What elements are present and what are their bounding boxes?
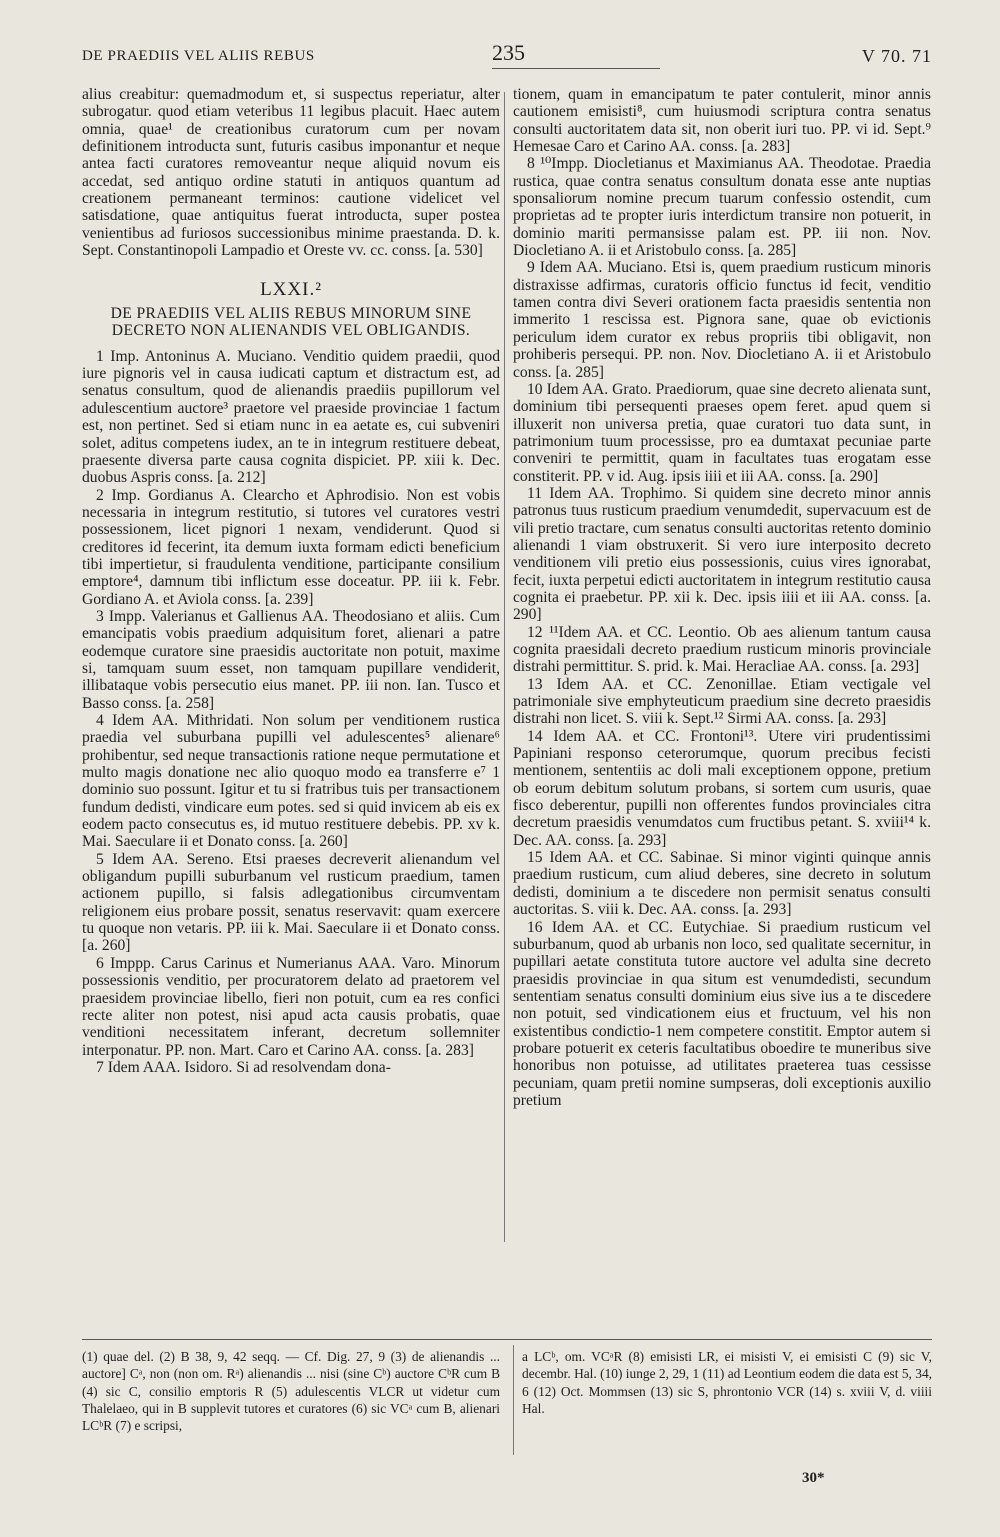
constitution-entry: 7 Idem AAA. Isidoro. Si ad resolvendam dona- (96, 1058, 391, 1076)
constitution-entry: 5 Idem AA. Sereno. Etsi praeses decreverit alienandum vel obligandum pupilli suburbanum vel rusticum praedium, tamen actionem pupillo, si falsis adlegationibus circumventam religionem eius probare possit, senatus reservavit: quam exercere tu quoque non vetaris. PP. iii k. Mai. Saeculare ii et Donato conss. [a. 260] (82, 850, 500, 955)
signature-mark: 30* (802, 1470, 825, 1486)
constitution-entry: 4 Idem AA. Mithridati. Non solum per venditionem rustica praedia vel suburbana pupilli vel adulescentes⁵ alienare⁶ prohibentur, sed neque transactionis ratione neque permutatione et multo magis donatione nec alio quoquo modo ea transferre e⁷ 1 dominio suo possunt. Igitur et tu si fratribus tuis per transactionem fundum dedisti, vindicare eum potes. sed si quid invicem ab eis ex eodem pacto consecutus es, id mutuo restituere debebis. PP. xv k. Mai. Saeculare ii et Donato conss. [a. 260] (82, 712, 500, 851)
continuation-text: tionem, quam in emancipatum te pater contulerit, minor annis cautionem emisisti⁸, cum huiusmodi scriptura contra senatus consulti auctoritatem data sit, non oberit iuri tuo. PP. vi id. Sept.⁹ Hemesae Caro et Carino AA. conss. [a. 283] (513, 86, 931, 156)
constitution-entry: 13 Idem AA. et CC. Zenonillae. Etiam vectigale vel patrimoniale sive emphyteuticum praedium sine decreto praesidis distrahi non licet. S. viii k. Sept.¹² Sirmi AA. conss. [a. 293] (513, 675, 931, 728)
left-column (82, 86, 500, 1076)
constitution-entry: 15 Idem AA. et CC. Sabinae. Si minor viginti quinque annis praedium rusticum, cum aliud deberes, sine decreto in solutum dedisti, dominium a te discedere non permisit senatus consulti auctoritas. S. viii k. Dec. AA. conss. [a. 293] (513, 849, 931, 919)
continuation-text: alius creabitur: quemadmodum et, si suspectus reperiatur, alter subrogatur. quod etiam veteribus 11 legibus placuit. Haec autem omnia, quae¹ de creationibus curatorum cum per novam definitionem introducta sunt, futuris casibus imponantur et neque antea facti curatores removeantur neque aliquid novum eis accedat, sed antiquo ordine statuti in antiquos quantum ad creationem permaneant terminos: cautione videlicet vel satisdatione, quae antiquitus fuerat introducta, super postea venientibus ad furiosos successionibus minime praestanda. D. k. Sept. Constantinopoli Lampadio et Oreste vv. cc. conss. [a. 530] (82, 86, 500, 260)
page-number: 235 (492, 40, 525, 65)
column-divider (504, 92, 505, 1242)
footnote-divider (513, 1345, 514, 1455)
page-number-rule (492, 68, 660, 69)
constitution-entry: 3 Impp. Valerianus et Gallienus AA. Theodosiano et aliis. Cum emancipatis vobis praedium adquisitum foret, alienari a patre eodemque curatore sine praesidis auctoritate non potuit, maxime si, tamquam suum esset, non tamquam pupillare vendiderit, illibataque vobis persecutio eius manet. PP. iii non. Ian. Tusco et Basso conss. [a. 258] (82, 607, 500, 712)
running-head-reference: V 70. 71 (861, 46, 932, 66)
constitution-entry: 11 Idem AA. Trophimo. Si quidem sine decreto minor annis patronus tuus rusticum praedium venumdedit, supervacuum est de vili pretio tractare, cum senatus consulti auctoritas retento dominio alienandi 1 viam obstruxerit. Si vero iure interposito decreto venditionem vili pretio eius possessionis, cuius vires ignorabat, fecit, iuxta perpetui edicti auctoritatem in integrum restitutio causa cognita ei praebetur. PP. xii k. Dec. ipsis iiii et iii AA. conss. [a. 290] (513, 484, 931, 624)
constitution-entry: 9 Idem AA. Muciano. Etsi is, quem praedium rusticum minoris distraxisse adfirmas, curatoris officio functus id fecit, venditio tamen contra divi Severi orationem facta praesidis sententia non immerito 1 rescissa est. Pignora sane, quae ob evictionis periculum idem curator ex rebus propriis tibi obligavit, non prohiberis persequi. PP. non. Nov. Diocletiano A. ii et Aristobulo conss. [a. 285] (513, 259, 931, 381)
running-head (82, 38, 932, 78)
footnotes-right (522, 1348, 932, 1417)
running-head-title: DE PRAEDIIS VEL ALIIS REBUS (82, 48, 315, 64)
section-number: LXXI.² (260, 279, 322, 301)
footnote-text: a LCᵇ, om. VCᵃR (8) emisisti LR, ei misisti V, ei emisisti C (9) sic V, decembr. Hal. (10) iunge 2, 29, 1 (11) ad Leontium eodem die data est 5, 34, 6 (12) Oct. Mommsen (13) sic S, phrontonio VCR (14) s. xviii V, d. viiii Hal. (522, 1349, 932, 1416)
constitution-entry: 12 ¹¹Idem AA. et CC. Leontio. Ob aes alienum tantum causa cognita praesidali decreto praedium rusticum minoris provinciale distrahi permittitur. S. prid. k. Mai. Heracliae AA. conss. [a. 293] (513, 623, 931, 676)
constitution-entry: 6 Imppp. Carus Carinus et Numerianus AAA. Varo. Minorum possessionis venditio, per procuratorem delato ad praetorem vel praesidem provinciae libello, fieri non potuit, cum ea res confici recte aliter non potest, nisi apud acta causis probatis, quae venditioni necessitatem inferant, decretum sollemniter interponatur. PP. non. Mart. Caro et Carino AA. conss. [a. 283] (82, 954, 500, 1059)
footnote-text: (1) quae del. (2) B 38, 9, 42 seqq. — Cf. Dig. 27, 9 (3) de alienandis ... auctore] Cᵃ, non (non om. Rᵃ) alienandis ... nisi (sine Cᵇ) auctore CᵇR cum B (4) sic C, consilio emptoris R (5) adulescentis VLCR ut videtur cum Thalelaeo, qui in B supplevit tutores et curatores (6) sic VCᵃ cum B, alienari LCᵇR (7) e scripsi, (82, 1349, 500, 1434)
footnote-rule (82, 1339, 932, 1340)
constitution-entry: 1 Imp. Antoninus A. Muciano. Venditio quidem praedii, quod iure pignoris vel in causa iudicati captum et distractum est, ad senatus consultum, quod de alienandis praediis pupillorum vel adulescentium auctore³ praetore vel praeside provinciae 1 factum est, non pertinet. Sed si etiam nunc in ea aetate es, cui subveniri solet, aditus competens iudex, an te in integrum restituere debeat, praesente diversa parte causa cognita dispiciet. PP. xiii k. Dec. duobus Aspris conss. [a. 212] (82, 347, 500, 487)
constitution-entry: 2 Imp. Gordianus A. Clearcho et Aphrodisio. Non est vobis necessaria in integrum restitutio, si tutores vel curatores vestri possessionem, licet pignori 1 nexam, vendiderunt. Quod si creditores id fecerint, ita demum iuxta formam edicti beneficium tibi impertietur, si fraudulenta venditione, participante consilium emptore⁴, damnum tibi inflictum esse doceatur. PP. iii k. Febr. Gordiano A. et Aviola conss. [a. 239] (82, 486, 500, 608)
section-title: DE PRAEDIIS VEL ALIIS REBUS MINORUM SINE DECRETO NON ALIENANDIS VEL OBLIGANDIS. (110, 304, 472, 339)
constitution-entry: 8 ¹⁰Impp. Diocletianus et Maximianus AA. Theodotae. Praedia rustica, quae contra senatus consultum donata esse ante nuptias sponsaliorum nomine precum tuarum confessio ostendit, cum proprietas ad te propter iuris interdictum transire non potuerit, in dominio mariti permansisse palam est. PP. iii non. Nov. Diocletiano A. ii et Aristobulo conss. [a. 285] (513, 155, 931, 260)
constitution-entry: 10 Idem AA. Grato. Praediorum, quae sine decreto alienata sunt, dominium tibi persequenti praeses opem feret. apud quem si illuxerit non universa pretia, quae curatori tuo data sunt, in patrimonium tuum processisse, pro ea dumtaxat pecuniae parte conveniri te permittit, quam in facultates tuas erogatam esse constiterit. PP. v id. Aug. ipsis iiii et iii AA. conss. [a. 290] (513, 380, 931, 485)
right-column (513, 86, 931, 1109)
constitution-entry: 14 Idem AA. et CC. Frontoni¹³. Utere viri prudentissimi Papiniani responso ceterorumque, quorum precibus fecisti mentionem, sententiis ac doli mali exceptionem oppone, pretium ob eorum debitum solutum probans, si sortem cum usuris, quae fisco deberentur, pupilli non offerentes fundos provinciales citra decretum praesidis venumdatos cum fructibus petant. S. xviii¹⁴ k. Dec. AA. conss. [a. 293] (513, 727, 931, 849)
constitution-entry: 16 Idem AA. et CC. Eutychiae. Si praedium rusticum vel suburbanum, quod ab urbanis non loco, sed qualitate secernitur, in pupillari aetate constituta tutore auctore vel adulta sine decreto praesidis provinciae in qua situm est venumdedisti, secundum sententiam senatus consulti dominium eius sive ius a te discedere non potuit, sed vindicationem eius et fructuum, vel his non existentibus condictio-1 nem competere constitit. Emptor autem si probare potuerit ex ceteris facultatibus oboedire te muneribus sive honoribus non potuisse, ad utilitates praeterea tuas cessisse pecuniam, quam pretii nomine sumpseras, doli exceptionis auxilio pretium (513, 918, 931, 1109)
footnotes-left (82, 1348, 500, 1434)
